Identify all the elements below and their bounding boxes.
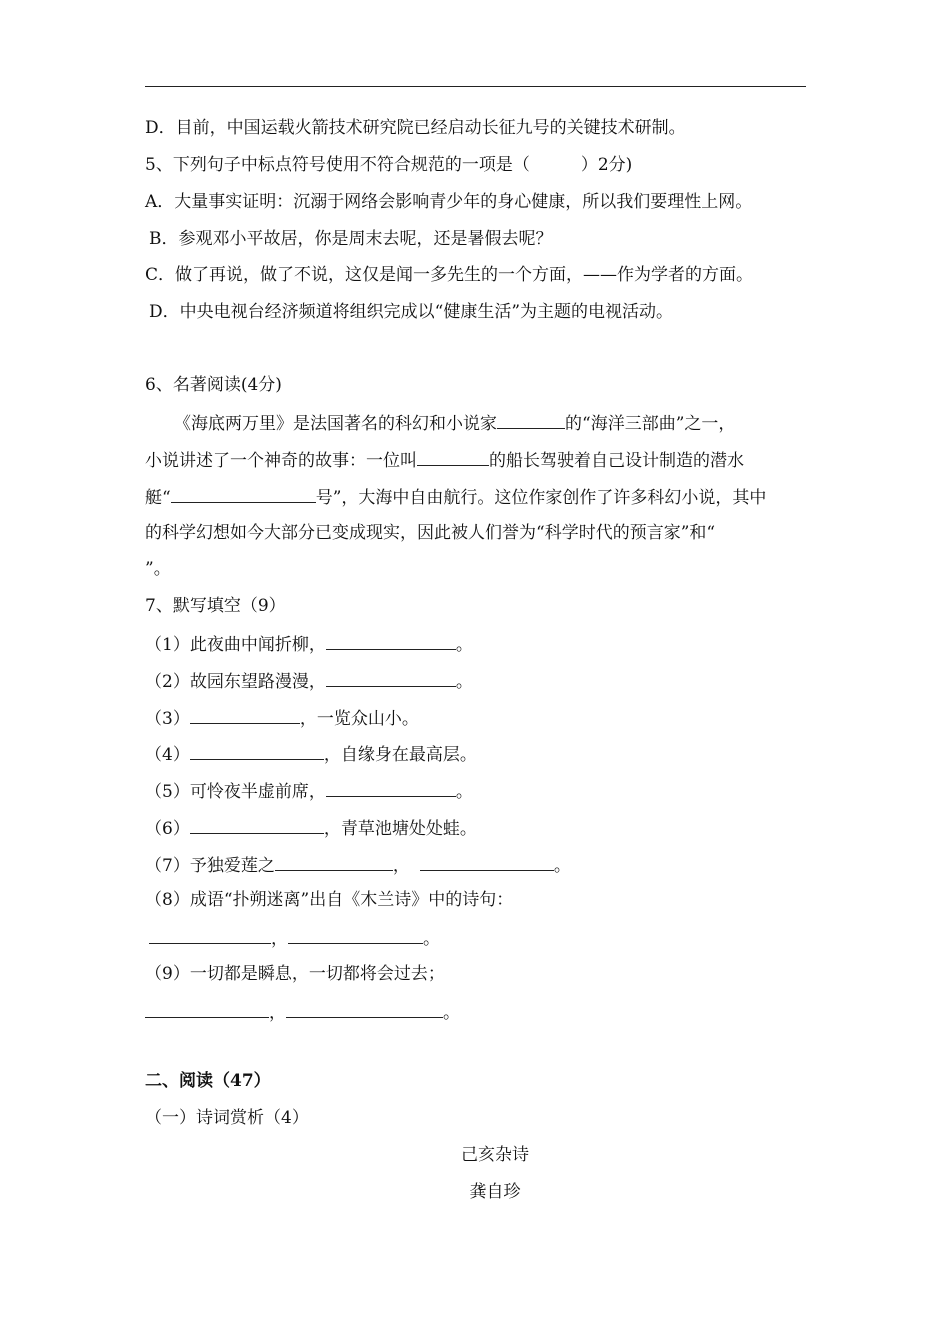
q7-text: （7）予独爱莲之 xyxy=(145,856,275,876)
q6-line-5: ”。 xyxy=(145,559,171,579)
q5-option-c: C．做了再说，做了不说，这仅是闻一多先生的一个方面，——作为学者的方面。 xyxy=(145,265,754,285)
q7-punct: 。 xyxy=(443,1003,460,1023)
q7-item-1 xyxy=(145,631,473,657)
q6-title: 6、名著阅读(4分) xyxy=(145,375,282,395)
q5-stem: 5、下列句子中标点符号使用不符合规范的一项是（ ）2分) xyxy=(145,155,633,175)
q7-answer-blank[interactable] xyxy=(420,852,554,871)
q6-text: 艇“ xyxy=(145,488,171,508)
q7-answer-blank[interactable] xyxy=(326,631,456,650)
q7-item-7 xyxy=(145,852,571,878)
q6-line-2 xyxy=(145,447,744,473)
q6-text: 小说讲述了一个神奇的故事：一位叫 xyxy=(145,451,417,471)
q7-answer-blank[interactable] xyxy=(326,778,456,797)
q6-line-1 xyxy=(174,410,735,436)
q7-text: ，青草池塘处处蛙。 xyxy=(323,819,477,839)
q7-text: （6） xyxy=(145,819,190,839)
q7-answer-blank[interactable] xyxy=(149,925,271,944)
q7-answer-blank[interactable] xyxy=(145,999,269,1018)
q7-item-5 xyxy=(145,778,473,804)
q6-line-3 xyxy=(145,484,766,510)
q7-item-8-answer xyxy=(149,925,440,951)
q7-text: （4） xyxy=(145,745,190,765)
q7-punct: 。 xyxy=(455,782,473,802)
q7-punct: 。 xyxy=(455,635,473,655)
section-2-subtitle: （一）诗词赏析（4） xyxy=(145,1108,309,1128)
section-2-title: 二、阅读（47） xyxy=(145,1071,271,1091)
q7-title: 7、默写填空（9） xyxy=(145,596,286,616)
q7-answer-blank[interactable] xyxy=(190,741,324,760)
q7-answer-blank[interactable] xyxy=(326,668,456,687)
q7-answer-blank[interactable] xyxy=(190,815,324,834)
poem-author: 龚自珍 xyxy=(469,1182,521,1202)
q4-option-d: D．目前，中国运载火箭技术研究院已经启动长征九号的关键技术研制。 xyxy=(145,118,686,138)
q7-item-2 xyxy=(145,668,473,694)
q7-text: （2）故园东望路漫漫， xyxy=(145,672,326,692)
q5-option-d: D．中央电视台经济频道将组织完成以“健康生活”为主题的电视活动。 xyxy=(149,302,674,322)
q7-answer-blank[interactable] xyxy=(275,852,393,871)
q6-line-4: 的科学幻想如今大部分已变成现实，因此被人们誉为“科学时代的预言家”和“ xyxy=(145,523,716,543)
q7-punct: ， xyxy=(392,856,410,876)
q7-punct: ， xyxy=(269,1003,286,1023)
q7-text: （5）可怜夜半虚前席， xyxy=(145,782,326,802)
q7-text: （3） xyxy=(145,709,190,729)
q7-answer-blank[interactable] xyxy=(286,999,443,1018)
q7-punct: 。 xyxy=(553,856,571,876)
q6-captain-blank[interactable] xyxy=(417,447,489,466)
q7-answer-blank[interactable] xyxy=(288,925,423,944)
q6-text: 的船长驾驶着自己设计制造的潜水 xyxy=(489,451,744,471)
q5-option-b: B．参观邓小平故居，你是周末去呢，还是暑假去呢？ xyxy=(149,229,553,249)
q7-item-4 xyxy=(145,741,477,767)
q7-punct: 。 xyxy=(455,672,473,692)
q7-text: ，一览众山小。 xyxy=(299,709,419,729)
q7-item-9: （9）一切都是瞬息，一切都将会过去； xyxy=(145,964,445,984)
q6-text: 《海底两万里》是法国著名的科幻和小说家 xyxy=(174,414,497,434)
q7-item-3 xyxy=(145,705,419,731)
q7-punct: 。 xyxy=(423,929,440,949)
q7-text: （1）此夜曲中闻折柳， xyxy=(145,635,326,655)
q7-item-9-answer xyxy=(145,999,460,1025)
q7-answer-blank[interactable] xyxy=(190,705,300,724)
q6-text: 的“海洋三部曲”之一， xyxy=(565,414,736,434)
q7-item-6 xyxy=(145,815,477,841)
q7-punct: ， xyxy=(271,929,288,949)
q7-text: ，自缘身在最高层。 xyxy=(323,745,477,765)
q6-submarine-blank[interactable] xyxy=(171,484,316,503)
q5-option-a: A．大量事实证明：沉溺于网络会影响青少年的身心健康，所以我们要理性上网。 xyxy=(145,192,753,212)
header-rule xyxy=(145,86,806,87)
q7-item-8: （8）成语“扑朔迷离”出自《木兰诗》中的诗句： xyxy=(145,890,514,910)
poem-title: 己亥杂诗 xyxy=(461,1145,529,1165)
q6-author-blank[interactable] xyxy=(497,410,565,429)
q6-text: 号”，大海中自由航行。这位作家创作了许多科幻小说，其中 xyxy=(315,488,767,508)
